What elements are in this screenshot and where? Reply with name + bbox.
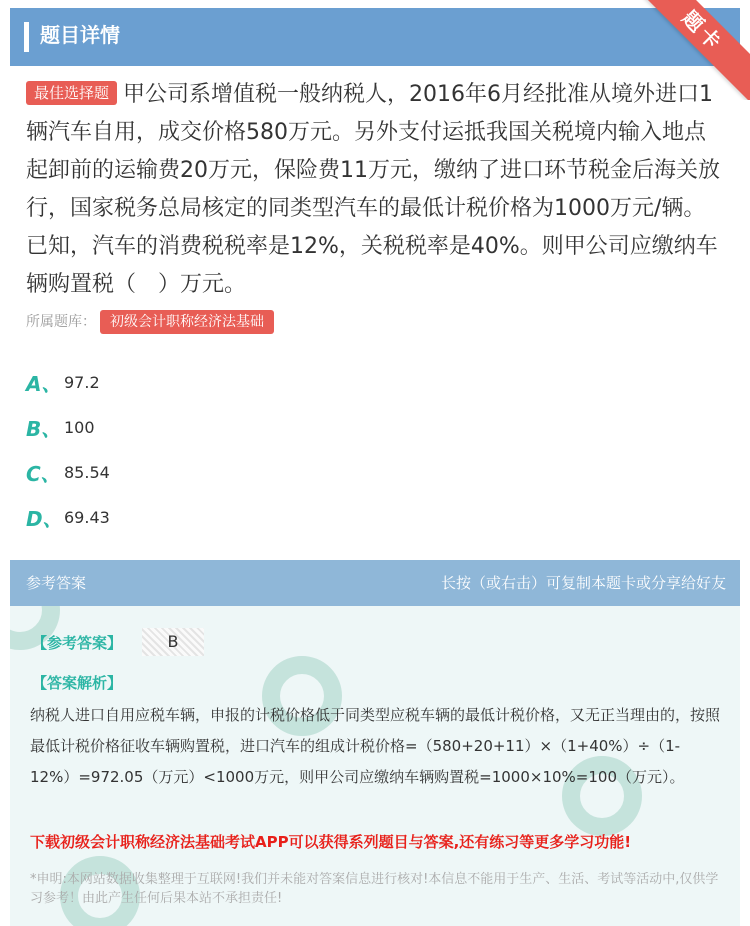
option-letter: A、 — [26, 372, 62, 396]
option-c[interactable] — [26, 450, 110, 495]
header-accent — [24, 22, 29, 52]
option-letter: B、 — [26, 417, 62, 441]
disclaimer: *申明:本网站数据收集整理于互联网!我们并未能对答案信息进行核对!本信息不能用于生产、生活、考试等活动中,仅供学习参考！由此产生任何后果本站不承担责任! — [30, 872, 719, 906]
source-row — [26, 310, 274, 334]
option-b[interactable] — [26, 405, 110, 450]
page-title: 题目详情 — [40, 23, 120, 47]
question-type-tag: 最佳选择题 — [26, 81, 117, 105]
option-text: 97.2 — [64, 373, 100, 392]
option-text: 85.54 — [64, 463, 110, 482]
option-a[interactable] — [26, 360, 110, 405]
reference-answer-label: 【参考答案】 — [32, 634, 123, 652]
option-text: 100 — [64, 418, 95, 437]
source-tag[interactable]: 初级会计职称经济法基础 — [100, 310, 274, 334]
option-d[interactable] — [26, 495, 110, 540]
question-card-ribbon[interactable]: 题卡 — [640, 0, 750, 100]
answer-header — [10, 560, 740, 606]
source-label: 所属题库： — [26, 314, 96, 330]
option-text: 69.43 — [64, 508, 110, 527]
options-list — [26, 360, 110, 540]
option-letter: C、 — [26, 462, 61, 486]
share-hint: 长按（或右击）可复制本题卡或分享给好友 — [440, 574, 726, 592]
app-promo-link[interactable]: 下载初级会计职称经济法基础考试APP可以获得系列题目与答案,还有练习等更多学习功能! — [30, 833, 632, 851]
question-text: 甲公司系增值税一般纳税人，2016年6月经批准从境外进口1辆汽车自用，成交价格580万元。另外支付运抵我国关税境内输入地点起卸前的运输费20万元，保险费11万元，缴纳了进口环节税金后海关放行，国家税务总局核定的同类型汽车的最低计税价格为1000万元/辆。已知，汽车的消费税税率是12%，关税税率是40%。则甲公司应缴纳车辆购置税（ ）万元。 — [26, 82, 720, 297]
analysis-text: 纳税人进口自用应税车辆，申报的计税价格低于同类型应税车辆的最低计税价格，又无正当理由的，按照最低计税价格征收车辆购置税，进口汽车的组成计税价格=（580+20+11）×（1+40%）÷（1-12%）=972.05（万元）<1000万元，则甲公司应缴纳车辆购置税=1000×10%=100（万元）。 — [30, 706, 721, 786]
question-body — [26, 76, 726, 304]
analysis-label: 【答案解析】 — [32, 674, 123, 692]
answer-header-title: 参考答案 — [26, 574, 87, 592]
option-letter: D、 — [26, 507, 63, 531]
reference-answer-value: B — [142, 628, 204, 656]
answer-panel — [10, 560, 740, 926]
header-bar — [10, 8, 740, 66]
